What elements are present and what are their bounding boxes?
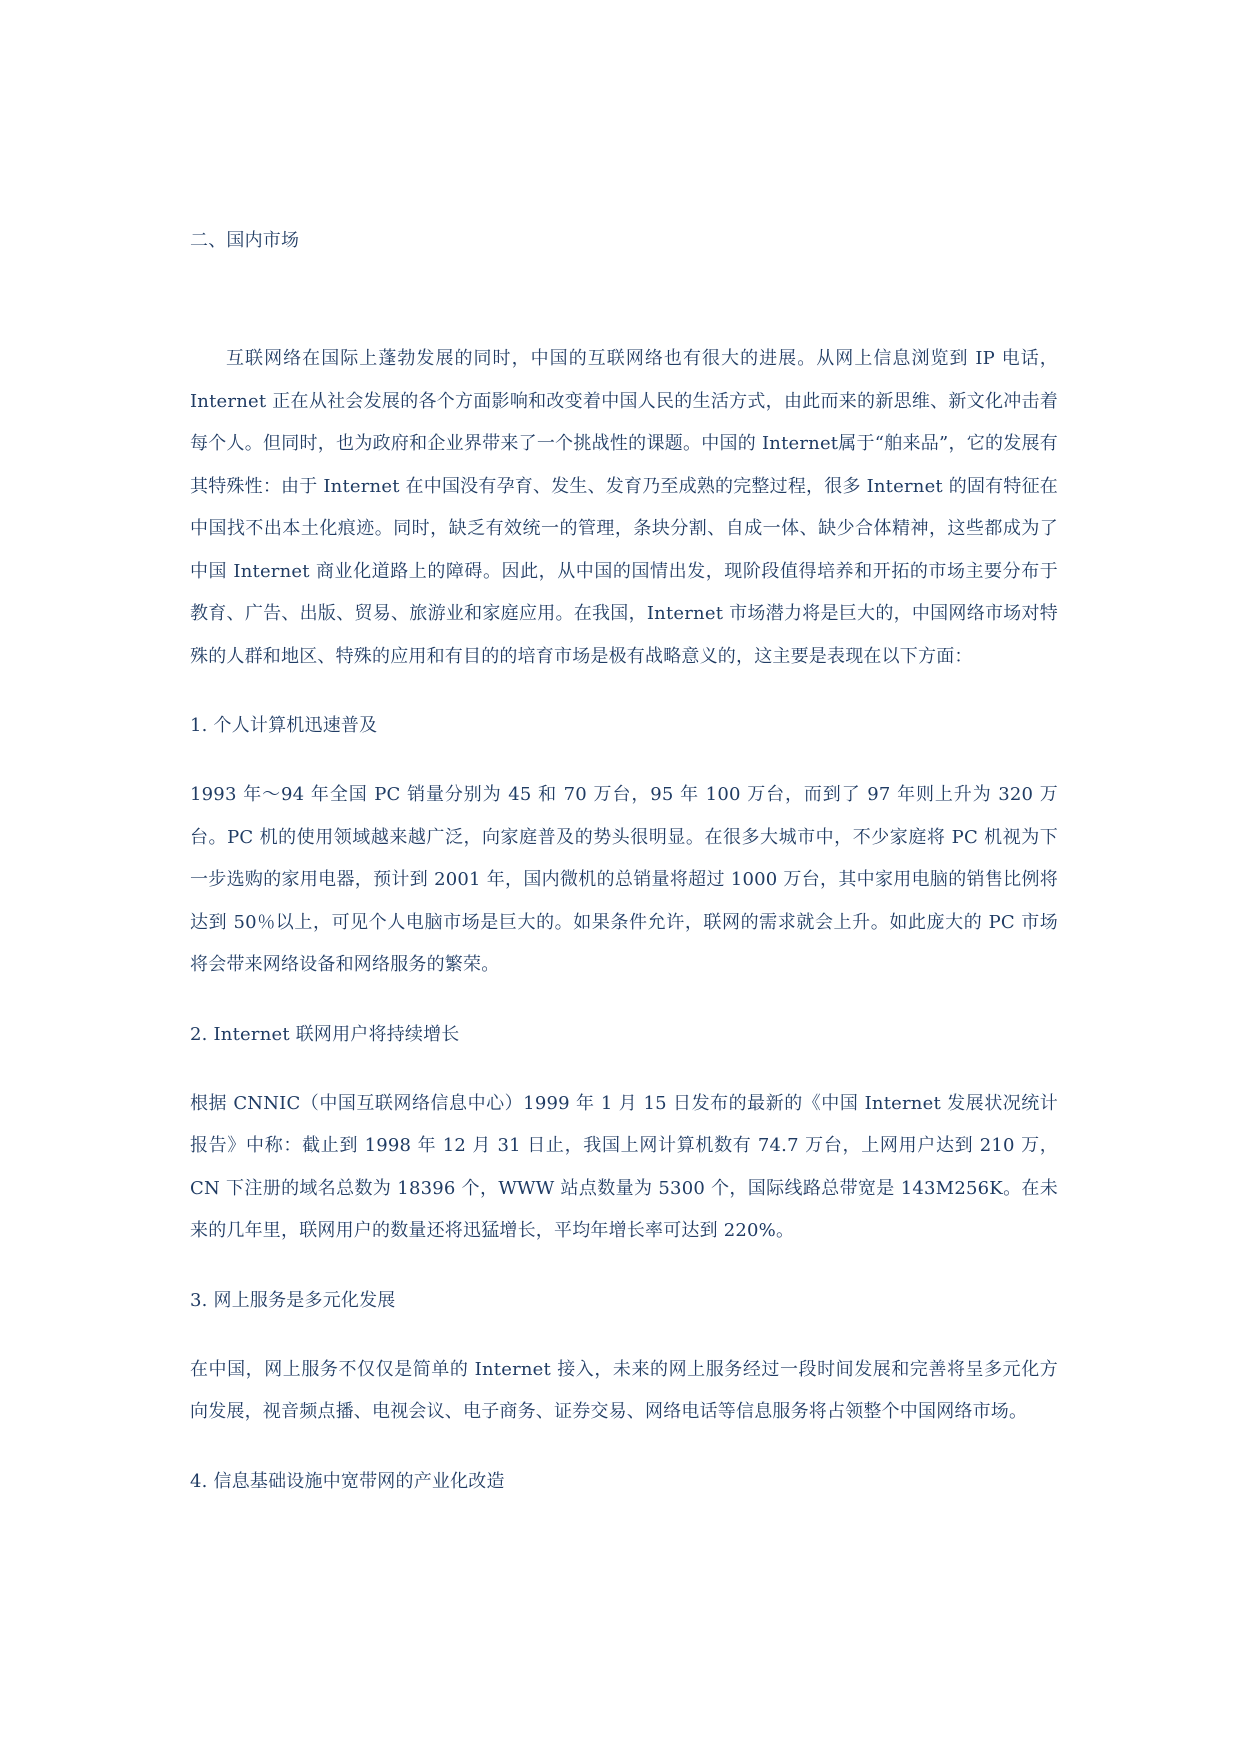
paragraph-pc-popularization: 1993 年～94 年全国 PC 销量分别为 45 和 70 万台，95 年 100 万台，而到了 97 年则上升为 320 万台。PC 机的使用领域越来越广泛，向家庭普及的势头很明显。在很多大城市中，不少家庭将 PC 机视为下一步选购的家用电器，预计到 2001 年，国内微机的总销量将超过 1000 万台，其中家用电脑的销售比例将达到 50％以上，可见个人电脑市场是巨大的。如果条件允许，联网的需求就会上升。如此庞大的 PC 市场将会带来网络设备和网络服务的繁荣。 (190, 784, 1058, 975)
paragraph-online-services: 在中国，网上服务不仅仅是简单的 Internet 接入，未来的网上服务经过一段时间发展和完善将呈多元化方向发展，视音频点播、电视会议、电子商务、证券交易、网络电话等信息服务将占领整个中国网络市场。 (190, 1358, 1058, 1422)
subheading-internet-user-growth: 2. Internet 联网用户将持续增长 (190, 1023, 460, 1045)
subheading-pc-popularization: 1. 个人计算机迅速普及 (190, 715, 378, 736)
paragraph-internet-user-growth: 根据 CNNIC（中国互联网络信息中心）1999 年 1 月 15 日发布的最新的《中国 Internet 发展状况统计报告》中称：截止到 1998 年 12 月 31 日止，我国上网计算机数有 74.7 万台，上网用户达到 210 万，CN 下注册的域名总数为 18396 个，WWW 站点数量为 5300 个，国际线路总带宽是 143M256K。在未来的几年里，联网用户的数量还将迅猛增长，平均年增长率可达到 220%。 (190, 1092, 1058, 1241)
document-content (190, 220, 1058, 1503)
subheading-broadband-infrastructure: 4. 信息基础设施中宽带网的产业化改造 (190, 1470, 505, 1492)
section-title: 二、国内市场 (190, 230, 300, 251)
intro-paragraph: 互联网络在国际上蓬勃发展的同时，中国的互联网络也有很大的进展。从网上信息浏览到 IP 电话，Internet 正在从社会发展的各个方面影响和改变着中国人民的生活方式，由此而来的新思维、新文化冲击着每个人。但同时，也为政府和企业界带来了一个挑战性的课题。中国的 Internet属于“舶来品”，它的发展有其特殊性：由于 Internet 在中国没有孕育、发生、发育乃至成熟的完整过程，很多 Internet 的固有特征在中国找不出本土化痕迹。同时，缺乏有效统一的管理，条块分割、自成一体、缺少合体精神，这些都成为了中国 Internet 商业化道路上的障碍。因此，从中国的国情出发，现阶段值得培养和开拓的市场主要分布于教育、广告、出版、贸易、旅游业和家庭应用。在我国，Internet 市场潜力将是巨大的，中国网络市场对特殊的人群和地区、特殊的应用和有目的的培育市场是极有战略意义的，这主要是表现在以下方面： (190, 348, 1058, 667)
subheading-online-services: 3. 网上服务是多元化发展 (190, 1289, 396, 1311)
